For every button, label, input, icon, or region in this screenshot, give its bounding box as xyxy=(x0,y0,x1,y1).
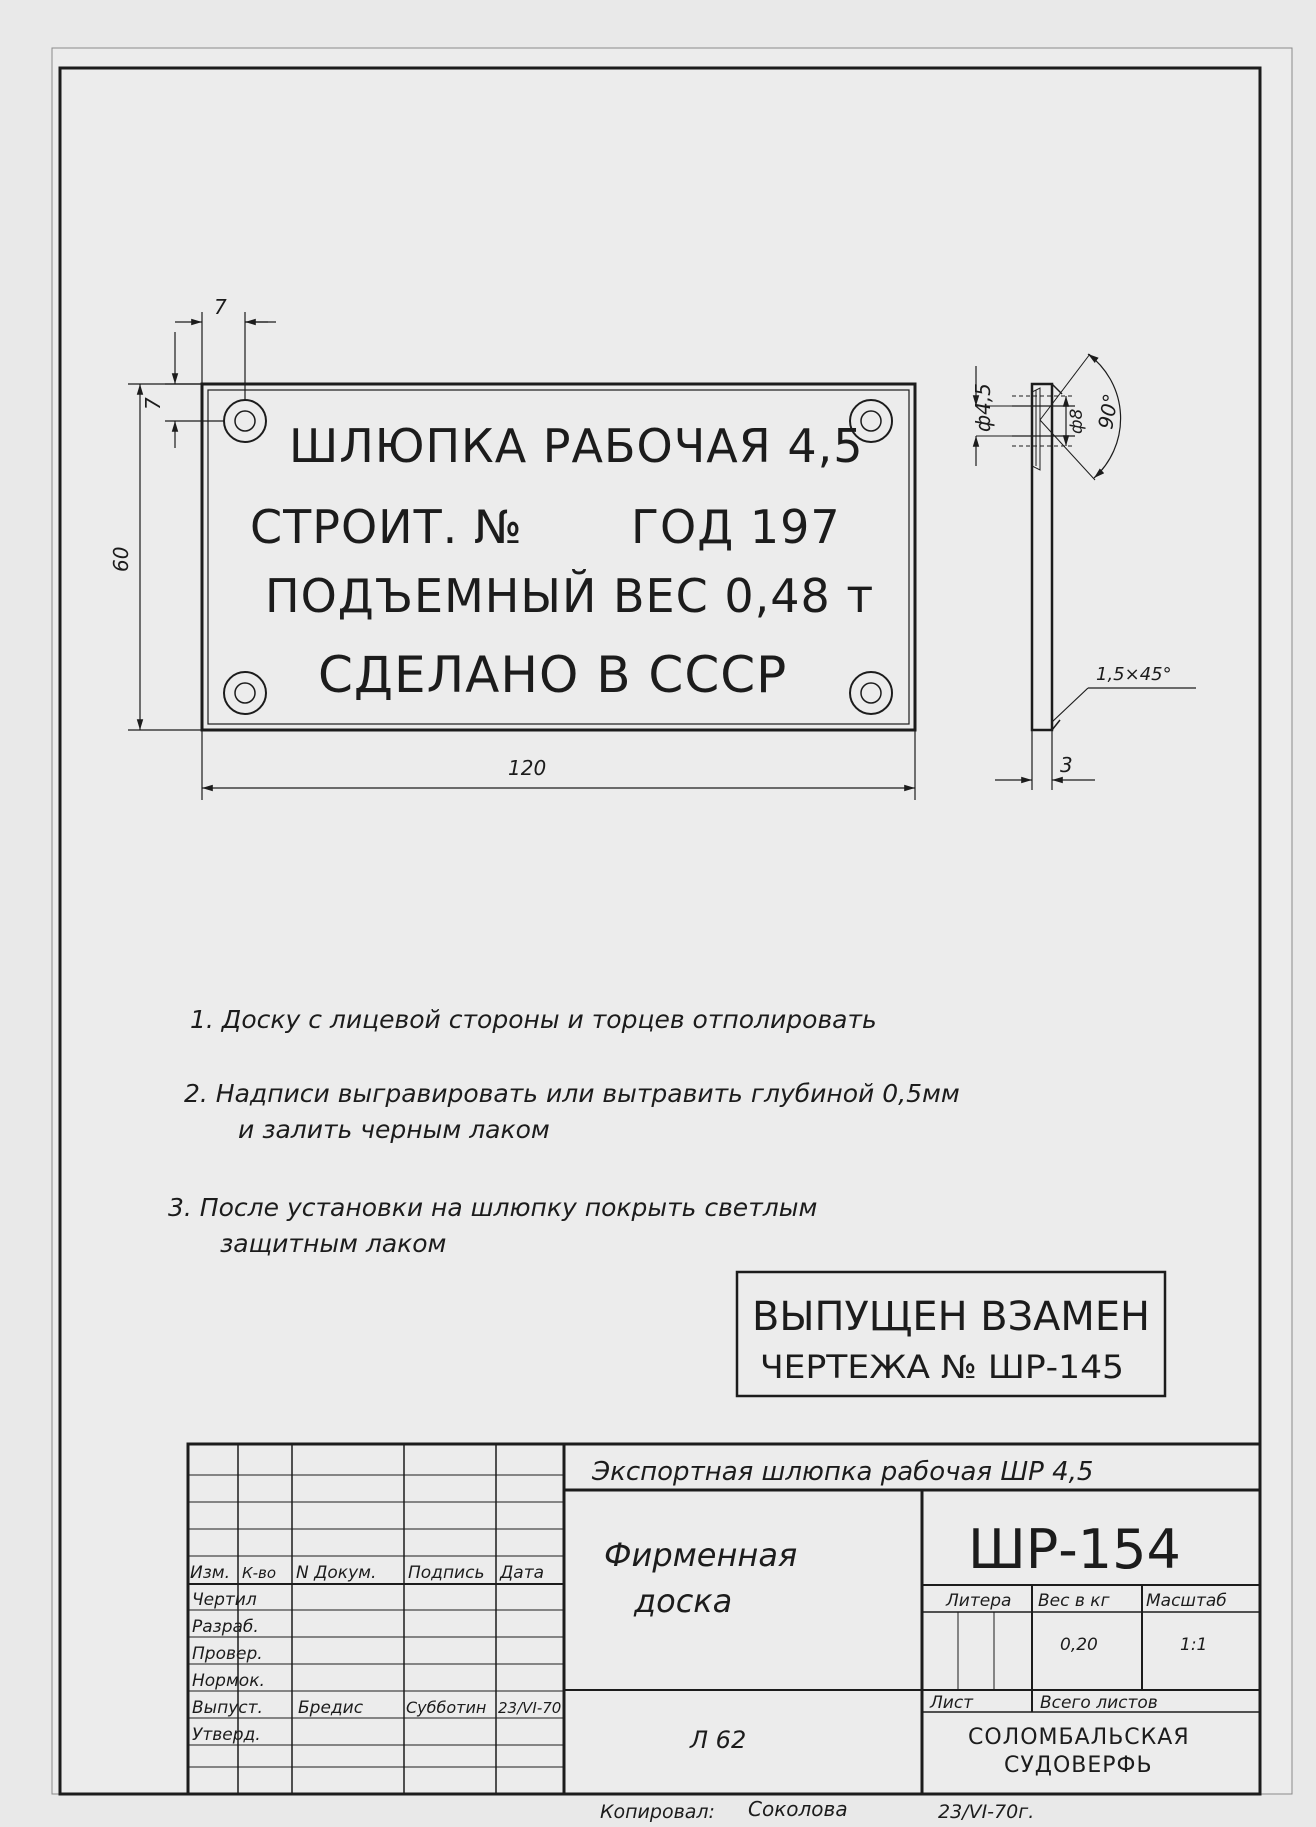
note-2-cont: и залить черным лаком xyxy=(238,1115,550,1144)
dim-hole-offset-x: 7 xyxy=(214,295,227,319)
copied-by xyxy=(600,1797,1034,1823)
dim-height: 60 xyxy=(109,546,133,572)
note-3: 3. После установки на шлюпку покрыть светлым xyxy=(168,1193,818,1222)
weight-value: 0,20 xyxy=(1060,1635,1098,1655)
dim-chamfer: 1,5×45° xyxy=(1096,664,1172,685)
role-norm-control: Нормок. xyxy=(192,1671,265,1691)
total-sheets-label: Всего листов xyxy=(1040,1693,1158,1713)
plate-line-build-no: СТРОИТ. № xyxy=(250,500,523,554)
part-name-line-1: Фирменная xyxy=(604,1536,798,1574)
plate-line-weight: ПОДЪЕМНЫЙ ВЕС 0,48 т xyxy=(265,569,875,623)
note-1: 1. Доску с лицевой стороны и торцев отполировать xyxy=(190,1005,877,1034)
part-name-line-2: доска xyxy=(634,1582,733,1620)
plate-line-year: ГОД 197 xyxy=(631,500,841,554)
project-title: Экспортная шлюпка рабочая ШР 4,5 xyxy=(592,1457,1094,1487)
role-issued: Выпуст. xyxy=(192,1698,263,1718)
role-approved: Утверд. xyxy=(192,1725,261,1745)
dim-countersink-dia: ф8 xyxy=(1067,408,1087,434)
col-header-rev: Изм. xyxy=(190,1563,230,1583)
col-header-date: Дата xyxy=(500,1563,545,1583)
issued-date: 23/VI-70 xyxy=(498,1699,562,1717)
copied-by-signature: Соколова xyxy=(748,1797,848,1821)
organization-line-2: СУДОВЕРФЬ xyxy=(1004,1753,1153,1778)
dim-hole-dia: ф4,5 xyxy=(971,383,995,432)
plate-line-made-in: СДЕЛАНО В СССР xyxy=(318,646,788,704)
scale-value: 1:1 xyxy=(1180,1635,1208,1655)
dim-thickness: 3 xyxy=(1060,753,1073,777)
organization-line-1: СОЛОМБАЛЬСКАЯ xyxy=(968,1725,1190,1750)
role-developed: Разраб. xyxy=(192,1617,259,1637)
plate-line-boat: ШЛЮПКА РАБОЧАЯ 4,5 xyxy=(289,419,864,473)
litera-label: Литера xyxy=(946,1591,1012,1611)
copied-by-label: Копировал: xyxy=(600,1801,715,1823)
drawing-number: ШР-154 xyxy=(968,1518,1181,1581)
dim-hole-offset-y: 7 xyxy=(141,397,165,410)
col-header-doc: N Докум. xyxy=(296,1563,377,1583)
note-2: 2. Надписи выгравировать или вытравить глубиной 0,5мм xyxy=(184,1079,960,1108)
role-drafted: Чертил xyxy=(192,1590,257,1610)
role-checked: Провер. xyxy=(192,1644,263,1664)
weight-label: Вес в кг xyxy=(1038,1591,1110,1611)
sheet-label: Лист xyxy=(930,1693,974,1713)
copied-by-date: 23/VI-70г. xyxy=(938,1801,1035,1823)
stamp-line-2: ЧЕРТЕЖА № ШР-145 xyxy=(760,1348,1124,1386)
scale-label: Масштаб xyxy=(1146,1591,1227,1611)
issued-by-signature: Субботин xyxy=(406,1698,487,1717)
col-header-signature: Подпись xyxy=(408,1563,485,1583)
col-header-qty: К-во xyxy=(242,1564,277,1582)
issued-by-name: Бредис xyxy=(298,1698,364,1718)
dim-width: 120 xyxy=(508,756,547,780)
note-3-cont: защитным лаком xyxy=(220,1229,447,1258)
dim-countersink-angle: 90° xyxy=(1093,391,1124,431)
sheet-code: Л 62 xyxy=(690,1726,747,1754)
stamp-line-1: ВЫПУЩЕН ВЗАМЕН xyxy=(752,1294,1150,1340)
